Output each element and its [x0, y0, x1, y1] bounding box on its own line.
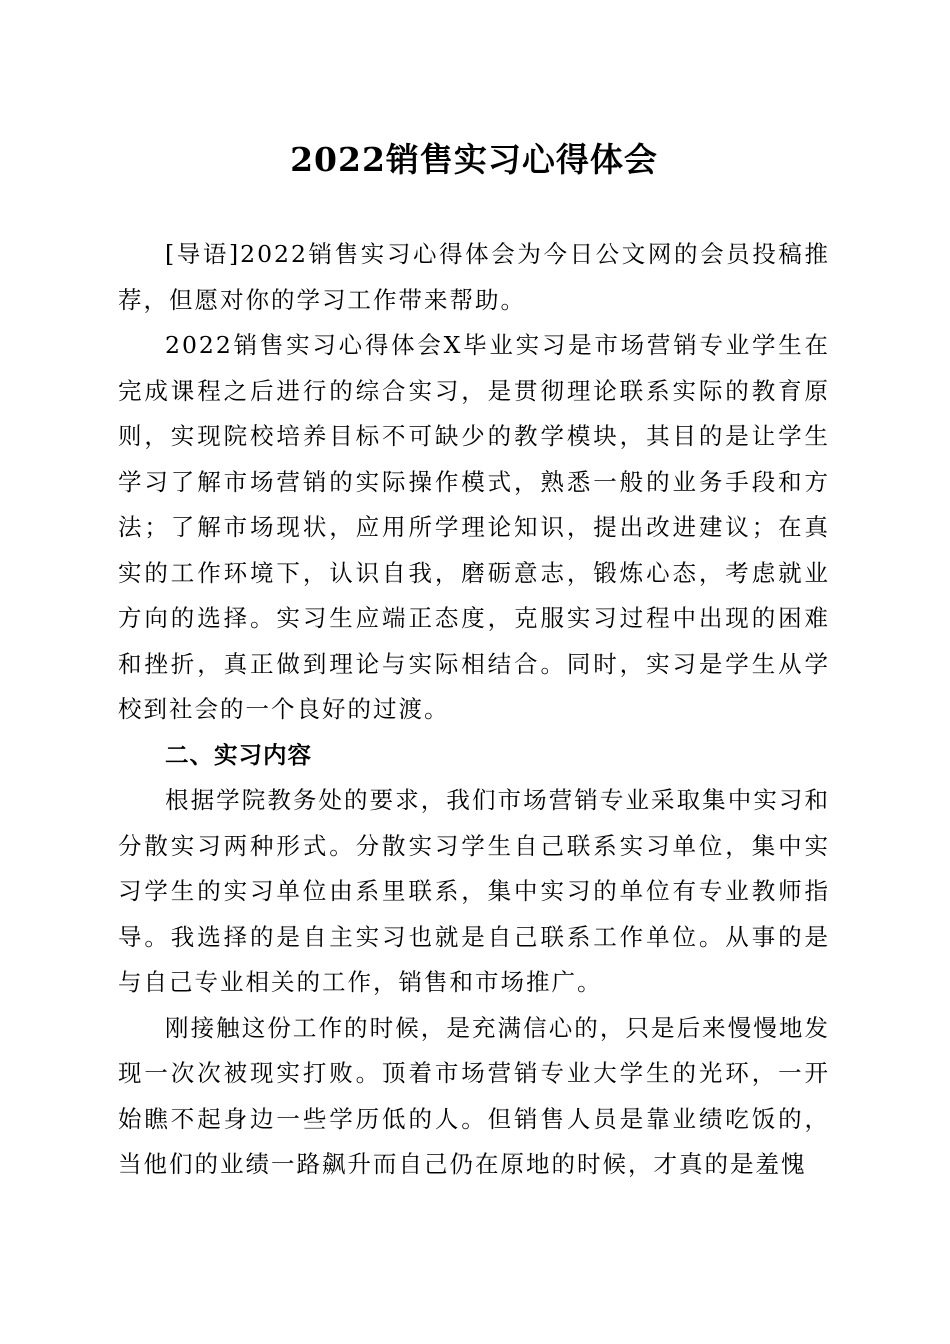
body-paragraph: 刚接触这份工作的时候，是充满信心的，只是后来慢慢地发现一次次被现实打败。顶着市场营销专业大学生的光环，一开始瞧不起身边一些学历低的人。但销售人员是靠业绩吃饭的，当他们的业绩一路飙升而自己仍在原地的时候，才真的是羞愧 — [118, 1013, 830, 1178]
intro-paragraph: [导语]2022销售实习心得体会为今日公文网的会员投稿推荐，但愿对你的学习工作带来帮助。 — [118, 240, 830, 314]
body-paragraph: 2022销售实习心得体会X毕业实习是市场营销专业学生在完成课程之后进行的综合实习，是贯彻理论联系实际的教育原则，实现院校培养目标不可缺少的教学模块，其目的是让学生学习了解市场营销的实际操作模式，熟悉一般的业务手段和方法；了解市场现状，应用所学理论知识，提出改进建议；在真实的工作环境下，认识自我，磨砺意志，锻炼心态，考虑就业方向的选择。实习生应端正态度，克服实习过程中出现的困难和挫折，真正做到理论与实际相结合。同时，实习是学生从学校到社会的一个良好的过渡。 — [118, 331, 830, 723]
section-heading: 二、实习内容 — [165, 740, 312, 769]
document-title: 2022销售实习心得体会 — [290, 140, 658, 179]
document-body — [118, 232, 830, 1188]
document-page — [118, 128, 830, 1188]
body-paragraph: 根据学院教务处的要求，我们市场营销专业采取集中实习和分散实习两种形式。分散实习学生自己联系实习单位，集中实习学生的实习单位由系里联系，集中实习的单位有专业教师指导。我选择的是自主实习也就是自己联系工作单位。从事的是与自己专业相关的工作，销售和市场推广。 — [118, 786, 830, 996]
